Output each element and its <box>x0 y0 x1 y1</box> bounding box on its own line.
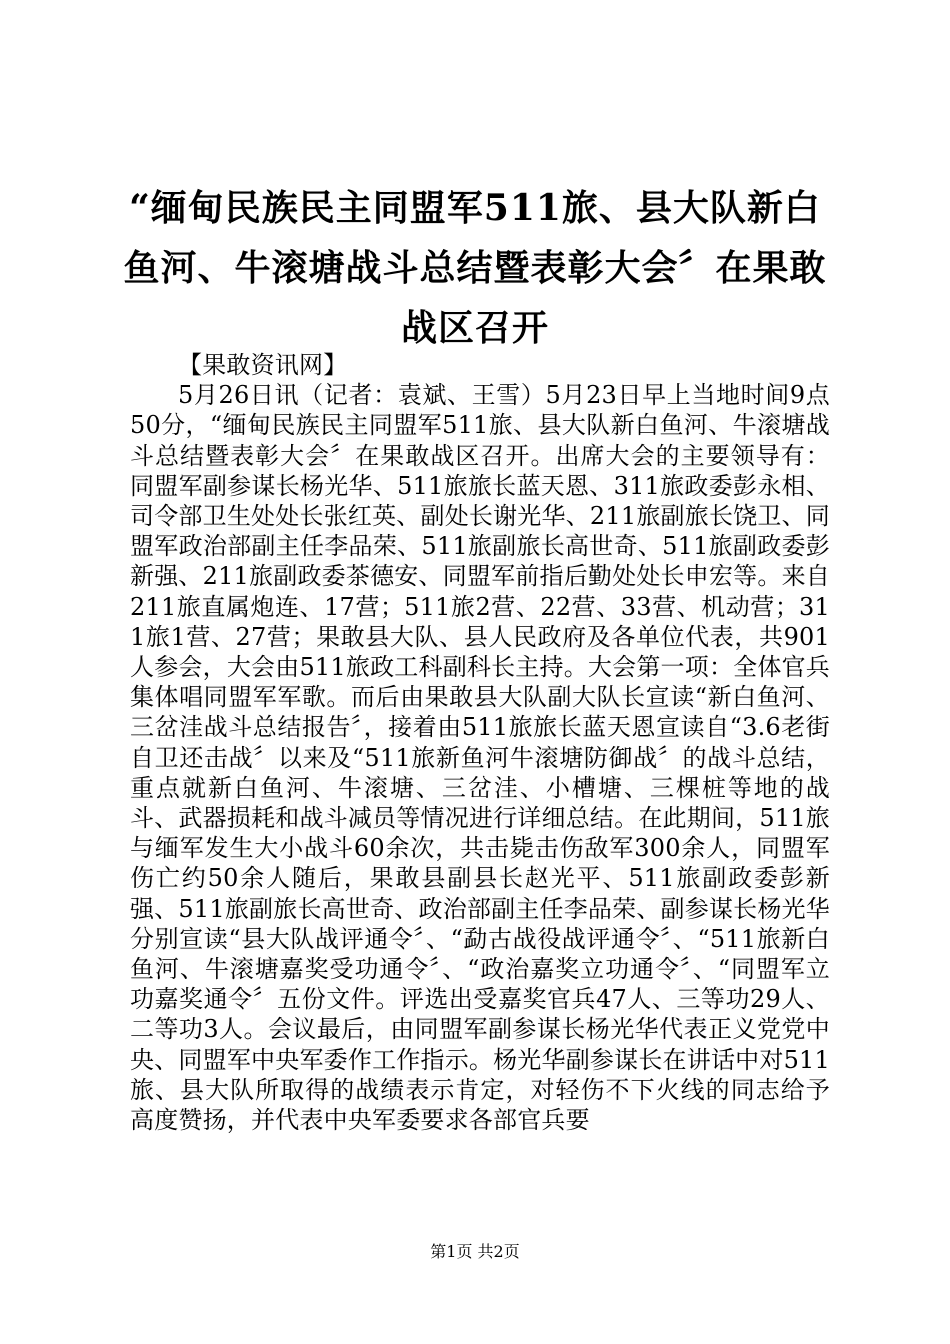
document-title: “缅甸民族民主同盟军511旅、县大队新白鱼河、牛滚塘战斗总结暨表彰大会〞在果敢战区召开 <box>123 187 827 349</box>
article-paragraph: 5月26日讯（记者：袁斌、王雪）5月23日早上当地时间9点50分，“缅甸民族民主同盟军511旅、县大队新白鱼河、牛滚塘战斗总结暨表彰大会〞在果敢战区召开。出席大会的主要领导有：同盟军副参谋长杨光华、511旅旅长蓝天恩、311旅政委彭永相、司令部卫生处处长张红英、副处长谢光华、211旅副旅长饶卫、同盟军政治部副主任李品荣、511旅副旅长高世奇、511旅副政委彭新强、211旅副政委茶德安、同盟军前指后勤处处长申宏等。来自211旅直属炮连、17营；511旅2营、22营、33营、机动营；311旅1营、27营；果敢县大队、县人民政府及各单位代表，共901人参会，大会由511旅政工科副科长主持。大会第一项：全体官兵集体唱同盟军军歌。而后由果敢县大队副大队长宣读“新白鱼河、三岔洼战斗总结报告〞，接着由511旅旅长蓝天恩宣读自“3.6老街自卫还击战〞以来及“511旅新鱼河牛滚塘防御战〞的战斗总结，重点就新白鱼河、牛滚塘、三岔洼、小槽塘、三棵桩等地的战斗、武器损耗和战斗减员等情况进行详细总结。在此期间，511旅与缅军发生大小战斗60余次，共击毙击伤敌军300余人，同盟军伤亡约50余人随后，果敢县副县长赵光平、511旅副政委彭新强、511旅副旅长高世奇、政治部副主任李品荣、副参谋长杨光华分别宣读“县大队战评通令〞、“勐古战役战评通令〞、“511旅新白鱼河、牛滚塘嘉奖受功通令〞、“政治嘉奖立功通令〞、“同盟军立功嘉奖通令〞五份文件。评选出受嘉奖官兵47人、三等功29人、二等功3人。会议最后，由同盟军副参谋长杨光华代表正义党党中央、同盟军中央军委作工作指示。杨光华副参谋长在讲话中对511旅、县大队所取得的战绩表示肯定，对轻伤不下火线的同志给予高度赞扬，并代表中央军委要求各部官兵要 <box>130 381 830 1135</box>
source-line: 【果敢资讯网】 <box>178 351 348 379</box>
article-body <box>130 350 830 1135</box>
page-number: 第1页 共2页 <box>430 1242 520 1261</box>
